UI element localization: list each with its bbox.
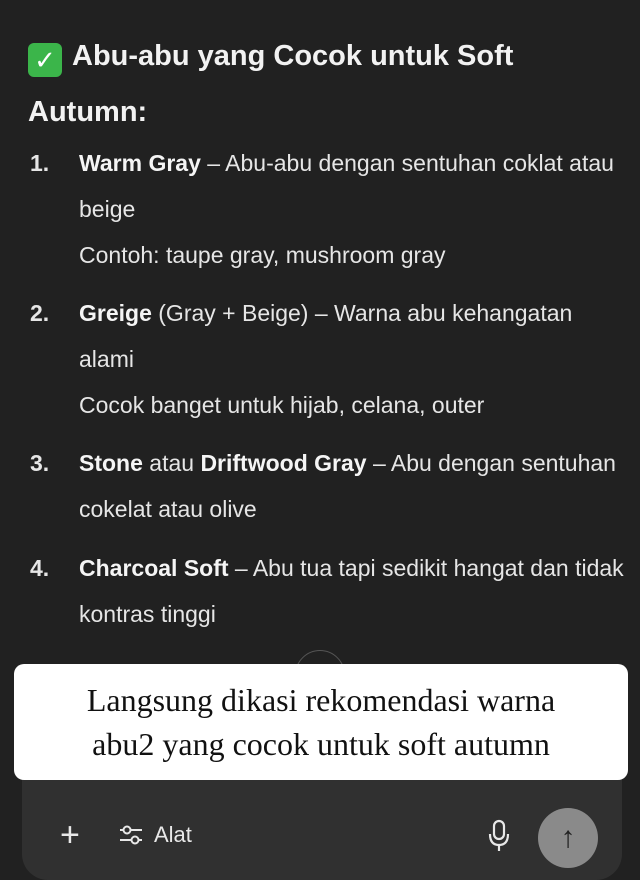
list-item <box>28 545 628 637</box>
item-bold-term-2: Driftwood Gray <box>200 450 367 476</box>
item-bold-term: Charcoal Soft <box>79 555 229 581</box>
caption-overlay <box>14 664 628 780</box>
item-description: – Abu tua tapi sedikit hangat dan tidak kontras tinggi <box>79 555 624 627</box>
item-description: – Abu-abu dengan sentuhan coklat atau beige <box>79 150 614 222</box>
item-description: (Gray + Beige) – Warna abu kehangatan alami <box>79 300 573 372</box>
send-button[interactable] <box>538 808 598 868</box>
item-bold-term: Warm Gray <box>79 150 201 176</box>
plus-icon[interactable]: + <box>60 816 80 854</box>
item-bold-term: Greige <box>79 300 152 326</box>
section-heading <box>28 28 618 140</box>
heading-text: Abu-abu yang Cocok untuk Soft Autumn: <box>28 40 514 128</box>
caption-line-1: Langsung dikasi rekomendasi warna <box>86 682 556 718</box>
list-number: 3. <box>30 450 50 476</box>
tools-button[interactable] <box>118 822 192 848</box>
arrow-up-icon: ↑ <box>560 821 576 854</box>
list-number: 4. <box>30 555 50 581</box>
item-example: Contoh: taupe gray, mushroom gray <box>79 242 446 268</box>
list-number: 2. <box>30 300 50 326</box>
list-number: 1. <box>30 150 50 176</box>
sliders-icon <box>118 822 144 848</box>
item-connector: atau <box>142 450 201 476</box>
list-item <box>28 440 628 532</box>
item-description: – Abu dengan sentuhan cokelat atau olive <box>79 450 616 522</box>
check-mark-icon: ✓ <box>28 43 62 77</box>
microphone-icon[interactable] <box>486 818 512 854</box>
list-item <box>28 140 628 278</box>
list-item <box>28 290 628 428</box>
item-bold-term: Stone <box>79 450 143 476</box>
tools-label: Alat <box>154 822 192 847</box>
item-example: Cocok banget untuk hijab, celana, outer <box>79 392 485 418</box>
caption-line-2: abu2 yang cocok untuk soft autumn <box>92 726 550 762</box>
